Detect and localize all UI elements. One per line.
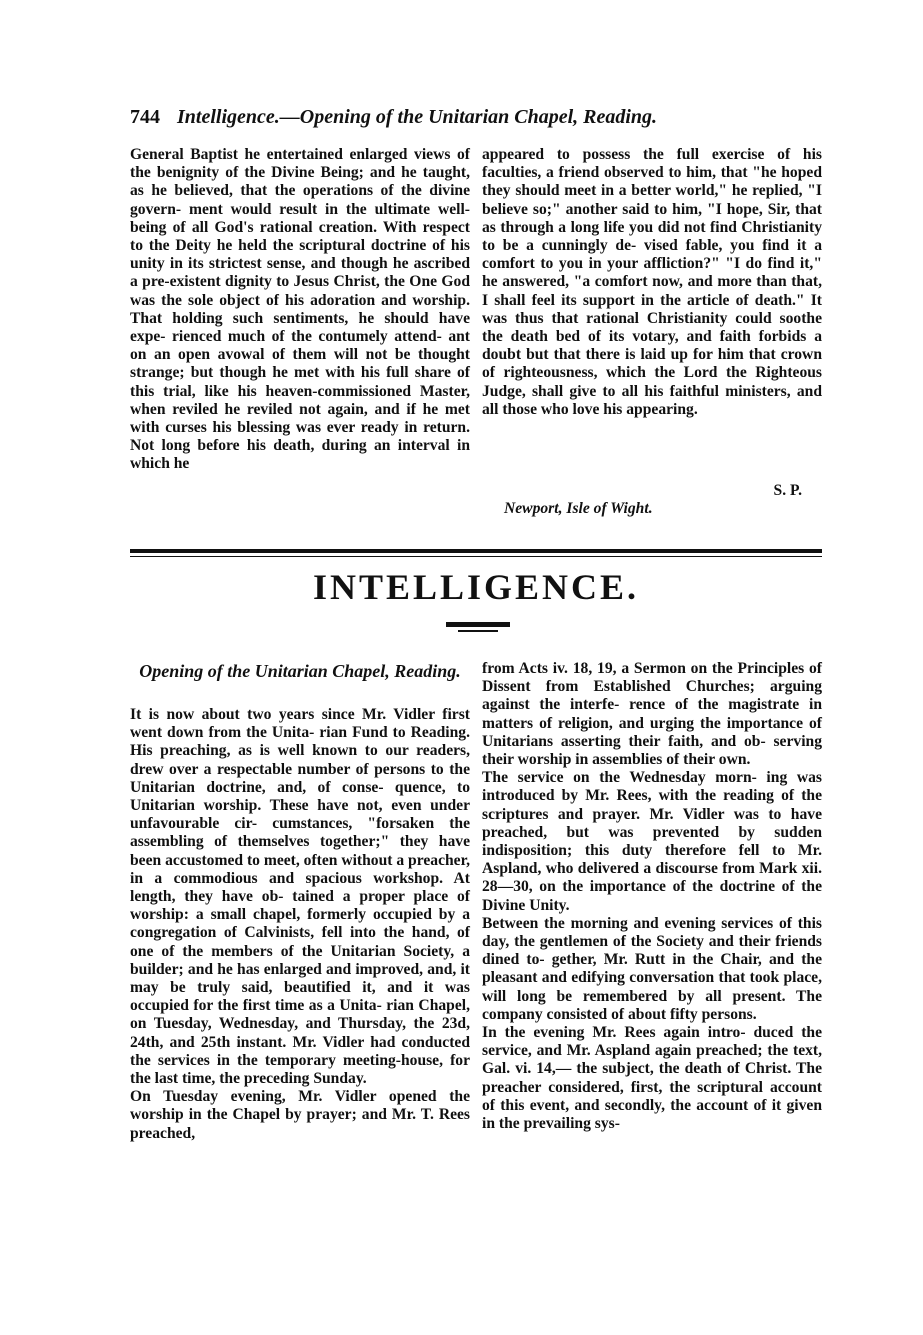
running-title: Intelligence.—Opening of the Unitarian Chapel, Reading. bbox=[177, 106, 658, 128]
section-heading: INTELLIGENCE. bbox=[312, 567, 640, 607]
author-initials: S. P. bbox=[773, 482, 802, 499]
article-title: Opening of the Unitarian Chapel, Reading. bbox=[139, 661, 461, 681]
author-place: Newport, Isle of Wight. bbox=[504, 500, 653, 517]
ornament-divider bbox=[446, 622, 510, 636]
section-divider-thin bbox=[130, 556, 822, 557]
article-text-right: from Acts iv. 18, 19, a Sermon on the Principles of Dissent from Established Churches; arguing against the interfe- rence of the magistrate in matters of religion, and urging the importance of Unitarians asserting their faith, and ob- serving their worship in assemblies of their own. The service on the Wednesday morn- ing was introduced by Mr. Rees, with the reading of the scriptures and prayer. Mr. Vidler was to have preached, but was prevented by sudden indisposition; this duty therefore fell to Mr. Aspland, who delivered a discourse from Mark xii. 28—30, on the importance of the doctrine of the Divine Unity. Between the morning and evening services of this day, the gentlemen of the Society and their friends dined to- gether, Mr. Rutt in the Chair, and the pleasant and edifying conversation that took place, will long be remembered by all present. The company consisted of about fifty persons. In the evening Mr. Rees again intro- duced the service, and Mr. Aspland again preached; the text, Gal. vi. 14,— the subject, the death of Christ. The preacher considered, first, the scriptural account of this event, and secondly, the account of it given in the prevailing sys- bbox=[482, 660, 822, 1133]
section-divider-thick bbox=[130, 549, 822, 553]
article-text-left: It is now about two years since Mr. Vidler first went down from the Unita- rian Fund to Reading. His preaching, as is well known to our readers, drew over a respectable number of persons to the Unitarian doctrine, and, of conse- quence, to Unitarian worship. These have not, even under unfavourable cir- cumstances, "forsaken the assembling of themselves together;" they have been accustomed to meet, often without a preacher, in a commodious and spacious workshop. At length, they have ob- tained a proper place of worship: a small chapel, formerly occupied by a congregation of Calvinists, fell into the hand, of one of the members of the Unitarian Society, a builder; and he has enlarged and improved, and, it may be truly said, beautified it, and it was occupied for the first time as a Unita- rian Chapel, on Tuesday, Wednesday, and Thursday, the 23d, 24th, and 25th instant. Mr. Vidler had conducted the services in the temporary meeting-house, for the last time, the preceding Sunday. On Tuesday evening, Mr. Vidler opened the worship in the Chapel by prayer; and Mr. T. Rees preached, bbox=[130, 706, 470, 1142]
page-header bbox=[130, 106, 830, 129]
obituary-text-left: General Baptist he entertained enlarged views of the benignity of the Divine Being; and he taught, as he believed, that the operations of the divine govern- ment would result in the ultimate well- being of all God's rational creation. With respect to the Deity he held the scriptural doctrine of his unity in its strictest sense, and though he ascribed a pre-existent dignity to Jesus Christ, the One God was the sole object of his adoration and worship. That holding such sentiments, he should have expe- rienced much of the contumely attend- ant on an open avowal of them will not be thought strange; but though he met with his full share of this trial, like his heaven-commissioned Master, when reviled he reviled not again, and if he met with curses his blessing was ever ready in return. Not long before his death, during an interval in which he bbox=[130, 146, 470, 473]
obituary-text-right: appeared to possess the full exercise of his faculties, a friend observed to him, that "he hoped they should meet in a better world," he replied, "I believe so;" another said to him, "I hope, Sir, that as through a long life you did not find Christianity to be a cunningly de- vised fable, you find it a comfort to you in your affliction?" "I do find it," he answered, "a comfort now, and more than that, I shall feel its support in the article of death." It was thus that rational Christianity could soothe the death bed of its votary, and faith forbids a doubt but that there is laid up for him that crown of righteousness, which the Lord the Righteous Judge, shall give to all his faithful ministers, and all those who love his appearing. bbox=[482, 146, 822, 418]
page-number: 744 bbox=[130, 106, 160, 128]
